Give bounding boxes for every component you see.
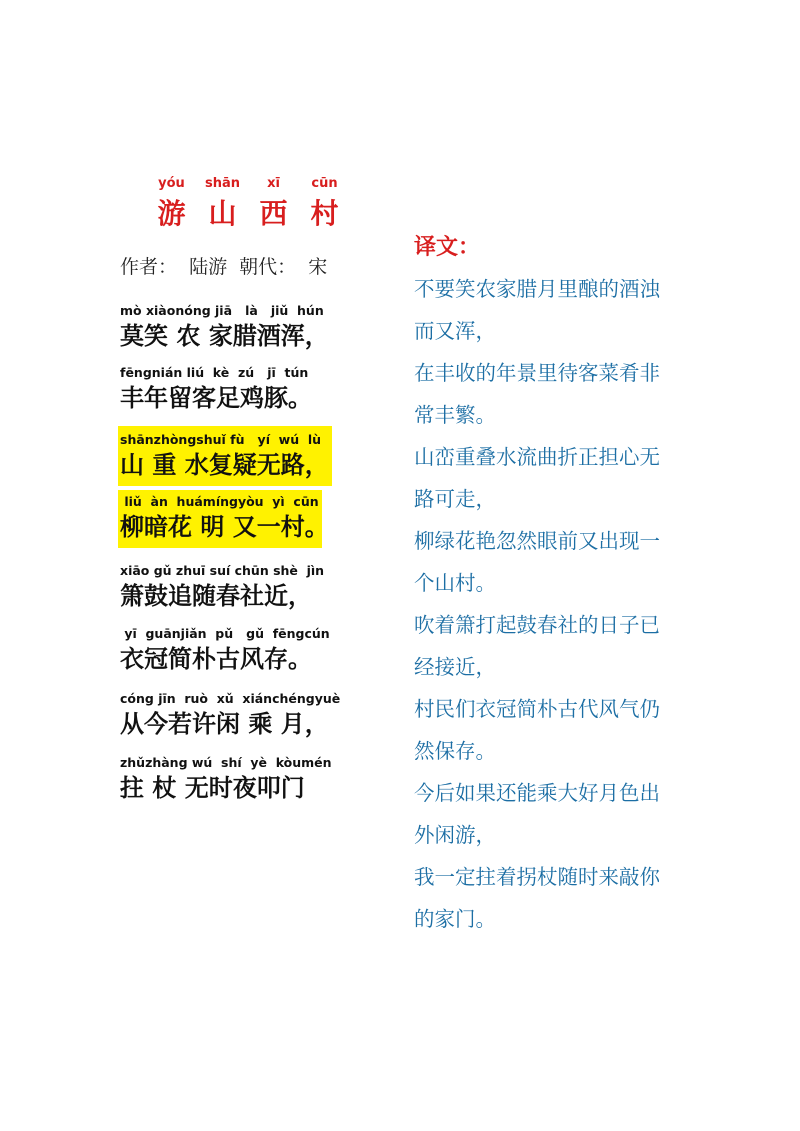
verse: 丰年留客足鸡豚。 (120, 384, 312, 412)
verse: 从今若许闲 乘 月， (120, 710, 329, 738)
verse: 箫鼓追随春社近， (120, 582, 312, 610)
translation-line: 常丰繁。 (414, 403, 496, 427)
poem-line (120, 364, 312, 414)
translation-text (414, 268, 660, 940)
title-char: 村 (310, 197, 339, 230)
poem-line (120, 690, 340, 740)
translation-line: 而又浑， (414, 319, 496, 343)
poem-line (120, 302, 329, 352)
translation-line: 经接近， (414, 655, 496, 679)
poem-title (146, 192, 350, 232)
title-char: 山 (208, 197, 237, 230)
pinyin: yī guānjiǎn pǔ gǔ fēngcún (120, 626, 330, 641)
pinyin: mò xiàonóng jiā là jiǔ hún (120, 303, 324, 318)
pinyin: fēngnián liú kè zú jī tún (120, 365, 309, 380)
pinyin: xiāo gǔ zhuī suí chūn shè jìn (120, 563, 325, 578)
verse: 柳暗花 明 又一村。 (120, 513, 329, 541)
title-char: 游 (157, 197, 186, 230)
title-pinyin-syllable: shān (204, 176, 241, 191)
poem-line (120, 625, 330, 675)
pinyin: liǔ àn huámíngyòu yì cūn (120, 494, 319, 509)
poem-line (120, 431, 329, 481)
translation-line: 山峦重叠水流曲折正担心无 (414, 445, 660, 469)
poem-line (120, 754, 332, 804)
translation-line: 在丰收的年景里待客菜肴非 (414, 361, 660, 385)
translation-line: 不要笑农家腊月里酿的酒浊 (414, 277, 660, 301)
verse: 衣冠简朴古风存。 (120, 645, 312, 673)
translation-line: 的家门。 (414, 907, 496, 931)
title-pinyin-syllable: cūn (311, 176, 338, 191)
title-char: 西 (259, 197, 288, 230)
poem-line (120, 562, 324, 612)
verse: 拄 杖 无时夜叩门 (120, 774, 305, 802)
translation-line: 外闲游， (414, 823, 496, 847)
pinyin: cóng jīn ruò xǔ xiánchéngyuè (120, 691, 341, 706)
pinyin: shānzhòngshuǐ fù yí wú lù (120, 432, 322, 447)
author-line: 作者： 陆游 朝代： 宋 (120, 256, 328, 278)
verse: 莫笑 农 家腊酒浑， (120, 322, 329, 350)
translation-line: 个山村。 (414, 571, 496, 595)
title-pinyin (146, 176, 350, 191)
translation-line: 村民们衣冠简朴古代风气仍 (414, 697, 660, 721)
translation-title: 译文： (414, 235, 481, 260)
translation-line: 然保存。 (414, 739, 496, 763)
translation-line: 路可走， (414, 487, 496, 511)
title-pinyin-syllable: xī (267, 176, 280, 191)
title-pinyin-syllable: yóu (158, 176, 185, 191)
translation-line: 柳绿花艳忽然眼前又出现一 (414, 529, 660, 553)
pinyin: zhǔzhàng wú shí yè kòumén (120, 755, 332, 770)
verse: 山 重 水复疑无路， (120, 451, 329, 479)
translation-line: 吹着箫打起鼓春社的日子已 (414, 613, 660, 637)
translation-line: 我一定拄着拐杖随时来敲你 (414, 865, 660, 889)
translation-line: 今后如果还能乘大好月色出 (414, 781, 660, 805)
poem-line (120, 493, 329, 543)
